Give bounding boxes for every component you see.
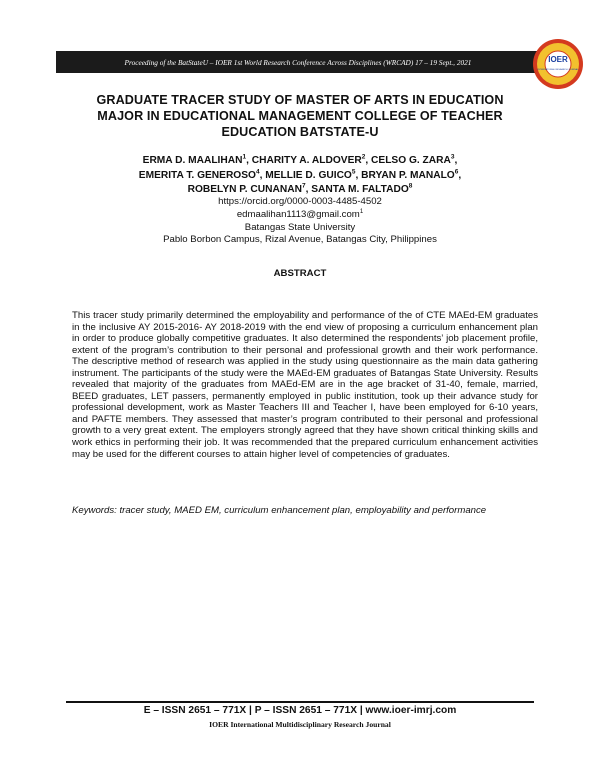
author-separator: , [246, 155, 252, 166]
author-affiliation-sup: 6 [454, 168, 459, 176]
title-line-3: EDUCATION BATSTATE-U [221, 125, 379, 139]
author-list [60, 154, 540, 198]
footer-divider [66, 701, 534, 703]
author-name: ROBELYN P. CUNANAN [187, 184, 302, 195]
abstract-body: This tracer study primarily determined the employability and performance of the of CTE MAEd-EM graduates in the inclusive AY 2015-2016- AY 2018-2019 with the end view of proposing a curriculum enhancement plan in order to produce globally competitive graduates. It also determined the respondents’ job placement profile, extent of the program’s contribution to their personal and professional growth and their work performance. The descriptive method of research was applied in the study using questionnaire as the main data gathering instrument. The participants of the study were the MAEd-EM graduates of Batangas State University. Results revealed that majority of the graduates from MAEd-EM are in the age bracket of 31-40, female, married, BEED graduates, LET passers, permanently employed in public institution, took up their advance study for professional development, work as Master Teachers III and Teacher I, have been employed for 6-10 years, and PAFTE members. They assessed that master’s program contributed to their personal and professional growth to a very great extent. The employers strongly agreed that they have shown critical thinking skills and work ethics in performing their job. It was recommended that the prepared curriculum enhancement activities may be used for the different courses to attain higher level of competencies of graduates. [72, 310, 538, 460]
author-affiliation-sup: 7 [301, 182, 306, 190]
university-name: Batangas State University [244, 221, 356, 233]
logo-text: IOER [548, 55, 568, 64]
author-info [60, 196, 540, 247]
author-separator: , [454, 155, 458, 166]
author-name: MELLIE D. GUICO [265, 169, 352, 181]
author-name: CHARITY A. ALDOVER [251, 155, 362, 166]
author-separator: , [365, 155, 372, 166]
author-line-1 [60, 154, 540, 169]
author-affiliation-sup: 2 [361, 153, 366, 161]
author-name: EMERITA T. GENEROSO [138, 169, 256, 181]
author-name: BRYAN P. MANALO [361, 169, 455, 181]
author-separator: , [259, 169, 266, 181]
ioer-logo [532, 38, 584, 90]
orcid-link[interactable]: https://orcid.org/0000-0003-4485-4502 [218, 196, 382, 207]
author-affiliation-sup: 5 [351, 168, 356, 176]
author-affiliation-sup: 8 [408, 182, 413, 190]
conference-proceeding-text: Proceeding of the BatStateU – IOER 1st World Research Conference Across Disciplines (WRCAD) 17 – 19 Sept., 2021 [124, 57, 472, 67]
logo-subtext: INTERNATIONAL RESEARCH JOURNAL [537, 69, 579, 71]
author-line-2 [60, 169, 540, 184]
author-name: CELSO G. ZARA [371, 155, 451, 166]
title-line-2: MAJOR IN EDUCATIONAL MANAGEMENT COLLEGE OF TEACHER [97, 109, 503, 123]
author-affiliation-sup: 4 [255, 168, 260, 176]
conference-header-band [56, 51, 540, 73]
author-separator: , [305, 184, 312, 195]
author-name: ERMA D. MAALIHAN [142, 155, 243, 166]
title-line-1: GRADUATE TRACER STUDY OF MASTER OF ARTS IN EDUCATION [96, 93, 504, 107]
author-name: SANTA M. FALTADO [311, 184, 409, 195]
footer-journal-name: IOER International Multidisciplinary Research Journal [209, 720, 391, 729]
author-affiliation-sup: 1 [242, 153, 247, 161]
email-address[interactable]: edmaalihan1113@gmail.com [236, 208, 360, 220]
author-affiliation-sup: 3 [450, 153, 455, 161]
paper-title [60, 92, 540, 140]
university-address: Pablo Borbon Campus, Rizal Avenue, Batangas City, Philippines [163, 234, 437, 246]
author-separator: , [458, 169, 462, 181]
abstract-heading: ABSTRACT [273, 268, 327, 279]
keywords-line: Keywords: tracer study, MAED EM, curriculum enhancement plan, employability and performance [72, 505, 487, 516]
email-affiliation-sup: 1 [359, 208, 364, 215]
email-line [60, 209, 540, 222]
footer-issn: E – ISSN 2651 – 771X | P – ISSN 2651 – 771X | www.ioer-imrj.com [143, 705, 457, 716]
author-separator: , [355, 169, 362, 181]
